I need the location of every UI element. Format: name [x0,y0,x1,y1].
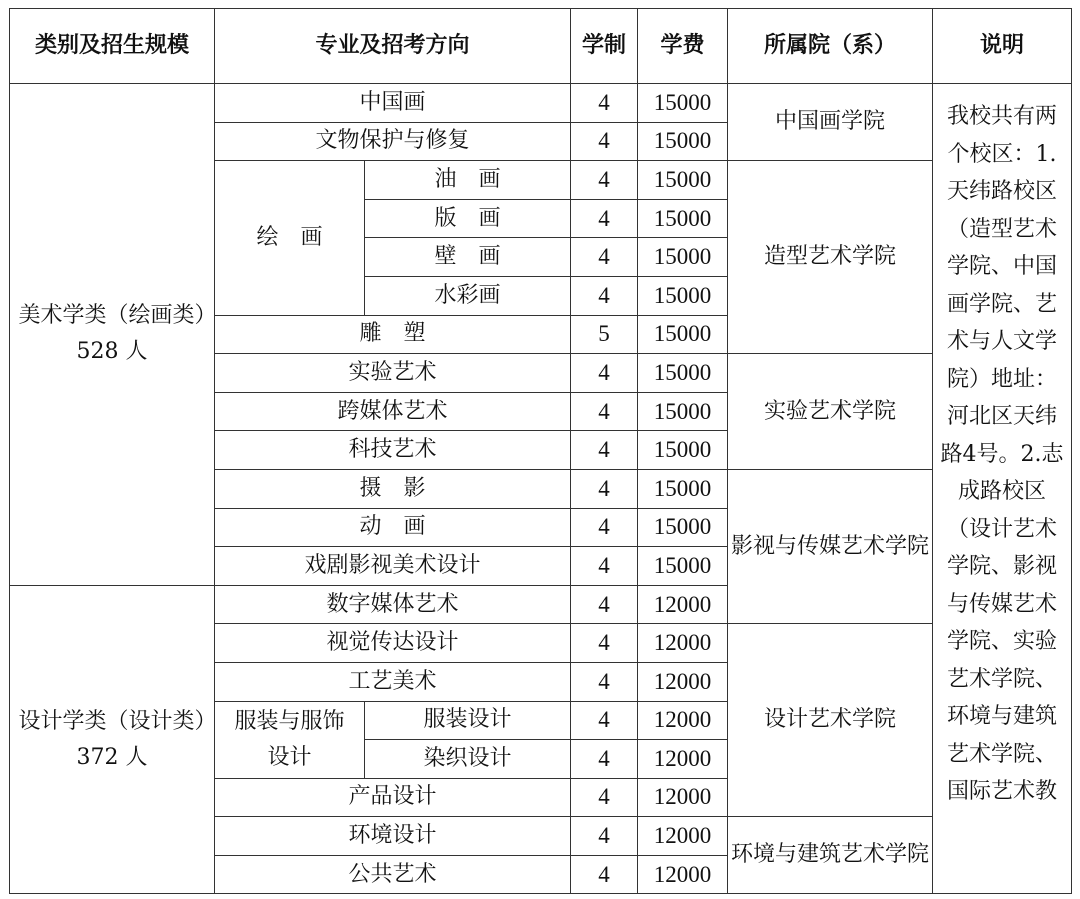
table-row [10,84,1072,123]
years-cell: 4 [571,469,638,508]
header-major: 专业及招考方向 [215,9,571,84]
major-cell: 工艺美术 [215,662,571,701]
years-cell: 4 [571,701,638,740]
fee-cell: 12000 [638,778,728,817]
fee-cell: 12000 [638,740,728,779]
fee-cell: 15000 [638,354,728,393]
years-cell: 4 [571,855,638,894]
years-cell: 4 [571,199,638,238]
years-cell: 4 [571,778,638,817]
years-cell: 4 [571,740,638,779]
header-dept: 所属院（系） [728,9,933,84]
header-years: 学制 [571,9,638,84]
admissions-table [9,8,1072,894]
header-note: 说明 [933,9,1072,84]
fee-cell: 12000 [638,624,728,663]
header-category: 类别及招生规模 [10,9,215,84]
major-cell: 雕 塑 [215,315,571,354]
major-cell: 文物保护与修复 [215,122,571,161]
major-cell: 实验艺术 [215,354,571,393]
major-cell: 版 画 [365,199,571,238]
years-cell: 4 [571,122,638,161]
fee-cell: 15000 [638,315,728,354]
years-cell: 4 [571,276,638,315]
major-cell: 环境设计 [215,817,571,856]
note-cell: 我校共有两个校区：1.天纬路校区（造型艺术学院、中国画学院、艺术与人文学院）地址：河北区天纬路4号。2.志成路校区（设计艺术学院、影视与传媒艺术学院、实验艺术学院、环境与建筑艺术学院、国际艺术教 [933,84,1072,894]
years-cell: 5 [571,315,638,354]
major-cell: 动 画 [215,508,571,547]
fee-cell: 15000 [638,238,728,277]
years-cell: 4 [571,547,638,586]
fee-cell: 12000 [638,585,728,624]
major-cell: 产品设计 [215,778,571,817]
major-cell: 跨媒体艺术 [215,392,571,431]
years-cell: 4 [571,817,638,856]
fee-cell: 12000 [638,855,728,894]
fee-cell: 15000 [638,547,728,586]
major-cell: 壁 画 [365,238,571,277]
fee-cell: 15000 [638,508,728,547]
years-cell: 4 [571,84,638,123]
years-cell: 4 [571,354,638,393]
group-painting: 绘 画 [215,161,365,315]
fee-cell: 15000 [638,276,728,315]
years-cell: 4 [571,238,638,277]
fee-cell: 15000 [638,199,728,238]
years-cell: 4 [571,431,638,470]
fee-cell: 15000 [638,392,728,431]
dept-env-arch: 环境与建筑艺术学院 [728,817,933,894]
fee-cell: 15000 [638,431,728,470]
major-cell: 科技艺术 [215,431,571,470]
major-cell: 戏剧影视美术设计 [215,547,571,586]
years-cell: 4 [571,624,638,663]
years-cell: 4 [571,585,638,624]
major-cell: 水彩画 [365,276,571,315]
dept-experimental: 实验艺术学院 [728,354,933,470]
major-cell: 视觉传达设计 [215,624,571,663]
fee-cell: 12000 [638,662,728,701]
header-fee: 学费 [638,9,728,84]
major-cell: 摄 影 [215,469,571,508]
fee-cell: 15000 [638,161,728,200]
fee-cell: 12000 [638,817,728,856]
header-row [10,9,1072,84]
dept-chinese-painting: 中国画学院 [728,84,933,161]
dept-film-media: 影视与传媒艺术学院 [728,469,933,623]
major-cell: 油 画 [365,161,571,200]
dept-design: 设计艺术学院 [728,624,933,817]
fee-cell: 15000 [638,122,728,161]
group-fashion: 服装与服饰设计 [215,701,365,778]
years-cell: 4 [571,161,638,200]
years-cell: 4 [571,662,638,701]
years-cell: 4 [571,508,638,547]
fee-cell: 15000 [638,84,728,123]
major-cell: 中国画 [215,84,571,123]
category-design: 设计学类（设计类）372 人 [10,585,215,894]
category-fine-arts: 美术学类（绘画类）528 人 [10,84,215,586]
major-cell: 染织设计 [365,740,571,779]
major-cell: 服装设计 [365,701,571,740]
fee-cell: 15000 [638,469,728,508]
major-cell: 数字媒体艺术 [215,585,571,624]
fee-cell: 12000 [638,701,728,740]
major-cell: 公共艺术 [215,855,571,894]
dept-plastic-arts: 造型艺术学院 [728,161,933,354]
years-cell: 4 [571,392,638,431]
